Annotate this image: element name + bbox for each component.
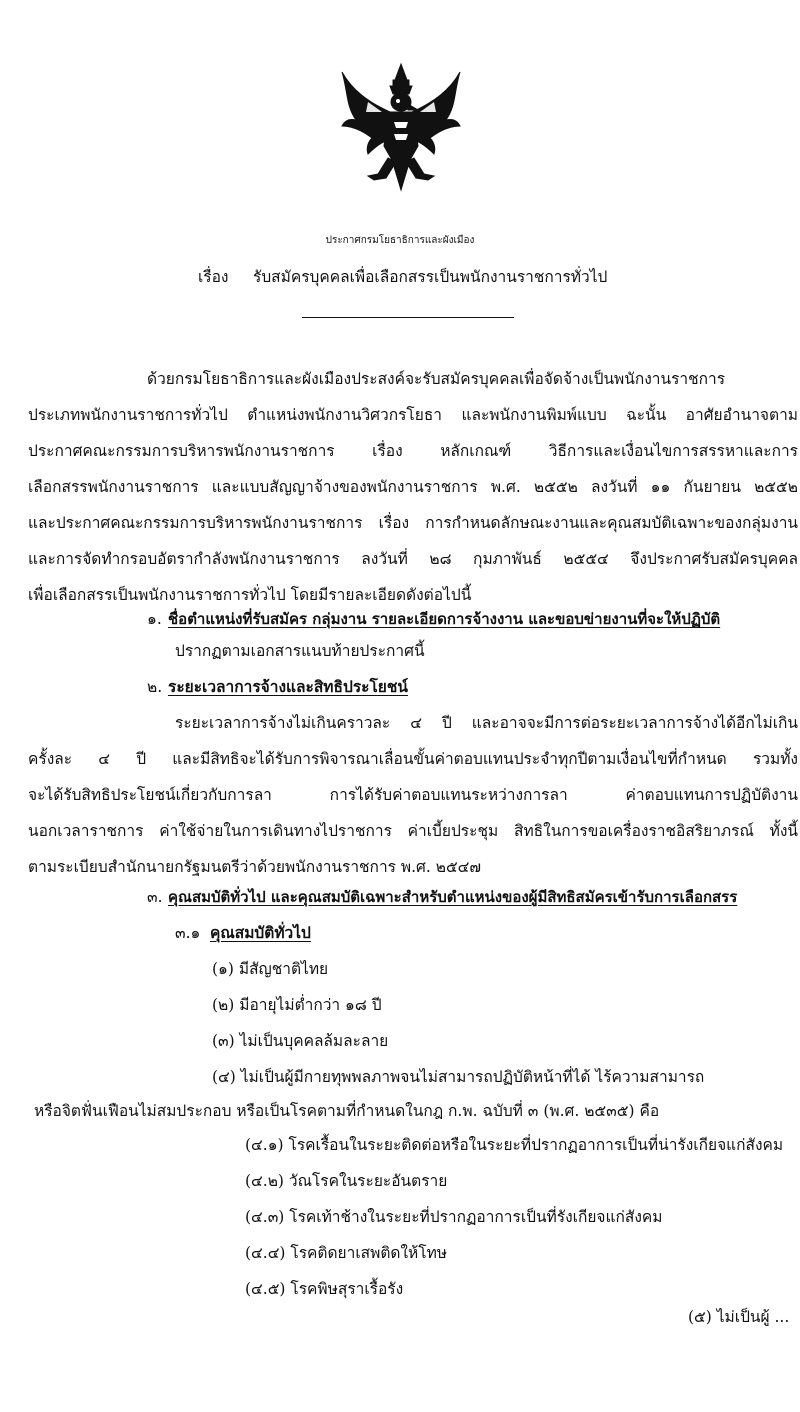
subject-text: รับสมัครบุคคลเพื่อเลือกสรรเป็นพนักงานราชการทั่วไป (253, 268, 608, 286)
disease-item: (๔.๔) โรคติดยาเสพติดให้โทษ (245, 1244, 447, 1262)
intro-line: และประกาศคณะกรรมการบริหารพนักงานราชการ เรื่อง การกำหนดลักษณะงานและคุณสมบัติเฉพาะของกลุ่มงาน (28, 514, 798, 532)
intro-line: เพื่อเลือกสรรเป็นพนักงานราชการทั่วไป โดยมีรายละเอียดดังต่อไปนี้ (28, 586, 472, 604)
section-3-1-number: ๓.๑ (175, 924, 201, 942)
section-2-line: ตามระเบียบสำนักนายกรัฐมนตรีว่าด้วยพนักงานราชการ พ.ศ. ๒๕๔๗ (28, 858, 482, 876)
disease-item: (๔.๑) โรคเรื้อนในระยะติดต่อหรือในระยะที่ปรากฏอาการเป็นที่น่ารังเกียจแก่สังคม (245, 1136, 784, 1154)
intro-line: ประกาศคณะกรรมการบริหารพนักงานราชการ เรื่อง หลักเกณฑ์ วิธีการและเงื่อนไขการสรรหาและการ (28, 442, 798, 460)
qualification-item: (๒) มีอายุไม่ต่ำกว่า ๑๘ ปี (212, 996, 382, 1014)
section-1-number: ๑. (147, 610, 162, 628)
page-title: ประกาศกรมโยธาธิการและผังเมือง (325, 235, 475, 246)
section-3-1-heading: คุณสมบัติทั่วไป (210, 923, 311, 942)
section-2-line: นอกเวลาราชการ ค่าใช้จ่ายในการเดินทางไปราชการ ค่าเบี้ยประชุม สิทธิในการขอเครื่องราชอิสริยาภรณ์ ทั้งนี้ (28, 822, 798, 840)
section-2-line: ระยะเวลาการจ้างไม่เกินคราวละ ๔ ปี และอาจจะมีการต่อระยะเวลาการจ้างได้อีกไม่เกิน (175, 714, 798, 732)
disease-item: (๔.๒) วัณโรคในระยะอันตราย (245, 1172, 448, 1190)
intro-line: และการจัดทำกรอบอัตรากำลังพนักงานราชการ ลงวันที่ ๒๘ กุมภาพันธ์ ๒๕๕๔ จึงประกาศรับสมัครบุคคล (28, 550, 798, 568)
section-1-heading: ชื่อตำแหน่งที่รับสมัคร กลุ่มงาน รายละเอียดการจ้างงาน และขอบข่ายงานที่จะให้ปฏิบัติ (168, 610, 721, 628)
page-continuation: (๕) ไม่เป็นผู้ ... (688, 1308, 790, 1326)
section-3-heading: คุณสมบัติทั่วไป และคุณสมบัติเฉพาะสำหรับตำแหน่งของผู้มีสิทธิสมัครเข้ารับการเลือกสรร (168, 888, 738, 906)
disease-item: (๔.๕) โรคพิษสุราเรื้อรัง (245, 1280, 404, 1298)
qualification-item: (๑) มีสัญชาติไทย (212, 960, 329, 978)
intro-line: ด้วยกรมโยธาธิการและผังเมืองประสงค์จะรับสมัครบุคคลเพื่อจัดจ้างเป็นพนักงานราชการ (147, 370, 726, 388)
qualification-item-continuation: หรือจิตฟั่นเฟือนไม่สมประกอบ หรือเป็นโรคตามที่กำหนดในกฎ ก.พ. ฉบับที่ ๓ (พ.ศ. ๒๕๓๕) คือ (34, 1102, 660, 1120)
section-3-number: ๓. (147, 888, 163, 906)
subject-label: เรื่อง (198, 268, 229, 286)
qualification-item: (๔) ไม่เป็นผู้มีกายทุพพลภาพจนไม่สามารถปฏิบัติหน้าที่ได้ ไร้ความสามารถ (212, 1068, 705, 1086)
qualification-item: (๓) ไม่เป็นบุคคลล้มละลาย (212, 1032, 389, 1050)
intro-line: ประเภทพนักงานราชการทั่วไป ตำแหน่งพนักงานวิศวกรโยธา และพนักงานพิมพ์แบบ ฉะนั้น อาศัยอำนาจตาม (28, 406, 798, 424)
section-2-heading: ระยะเวลาการจ้างและสิทธิประโยชน์ (168, 677, 408, 696)
section-1-text: ปรากฏตามเอกสารแนบท้ายประกาศนี้ (175, 642, 425, 660)
section-2-number: ๒. (147, 678, 163, 696)
disease-item: (๔.๓) โรคเท้าช้างในระยะที่ปรากฏอาการเป็นที่รังเกียจแก่สังคม (245, 1208, 663, 1226)
section-2-line: จะได้รับสิทธิประโยชน์เกี่ยวกับการลา การได้รับค่าตอบแทนระหว่างการลา ค่าตอบแทนการปฏิบัติงาน (28, 786, 798, 804)
garuda-emblem-icon (338, 62, 464, 192)
intro-line: เลือกสรรพนักงานราชการ และแบบสัญญาจ้างของพนักงานราชการ พ.ศ. ๒๕๕๒ ลงวันที่ ๑๑ กันยายน ๒๕๕๒ (28, 478, 798, 496)
section-2-line: ครั้งละ ๔ ปี และมีสิทธิจะได้รับการพิจารณาเลื่อนขั้นค่าตอบแทนประจำทุกปีตามเงื่อนไขที่กำหนด รวมทั้ง (28, 750, 798, 768)
title-divider (302, 317, 514, 318)
